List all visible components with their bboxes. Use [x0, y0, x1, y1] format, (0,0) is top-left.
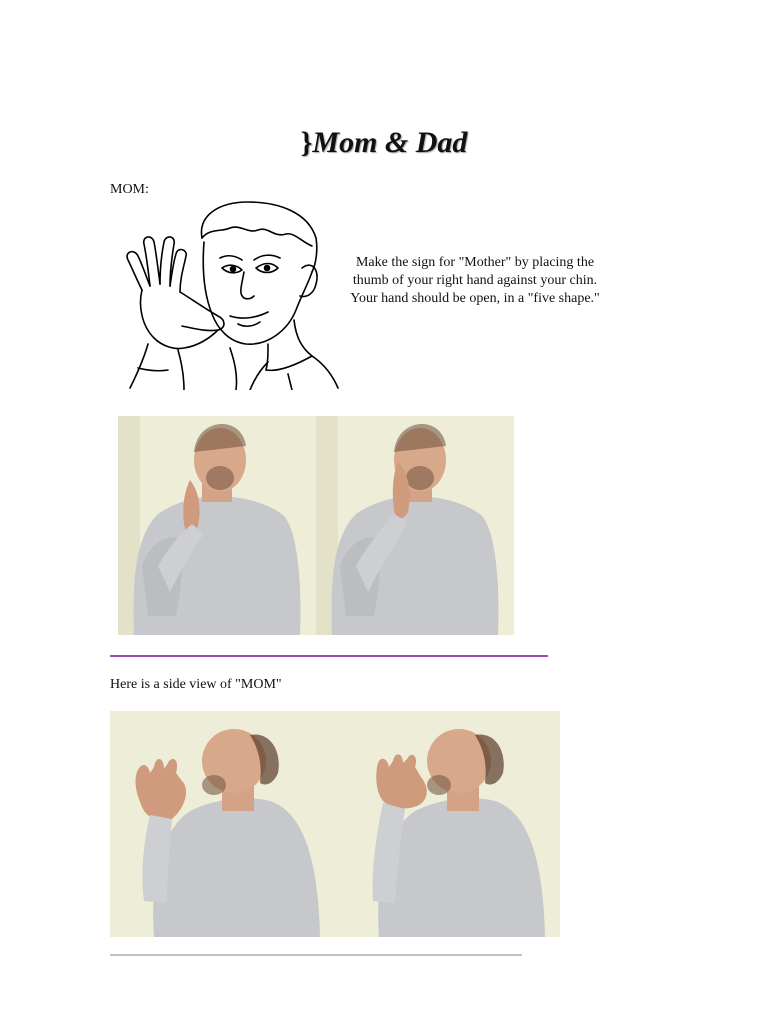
front-view-photo-1	[118, 416, 316, 635]
page-title	[0, 126, 768, 160]
section-label-mom: MOM:	[110, 182, 149, 197]
sign-description: Make the sign for "Mother" by placing the thumb of your right hand against your chin. Your hand should be open, in a "five shape."	[350, 255, 600, 306]
front-view-photos	[118, 416, 514, 635]
divider-2	[110, 954, 522, 956]
side-view-caption: Here is a side view of "MOM"	[110, 677, 282, 692]
front-view-photo-2	[316, 416, 514, 635]
mom-sign-drawing	[118, 198, 340, 390]
side-view-photos	[110, 711, 560, 937]
title-text: Mom & Dad	[312, 126, 468, 159]
title-brace: }	[300, 126, 313, 159]
divider-1	[110, 655, 548, 657]
side-view-photo-2	[335, 711, 560, 937]
side-view-photo-1	[110, 711, 335, 937]
